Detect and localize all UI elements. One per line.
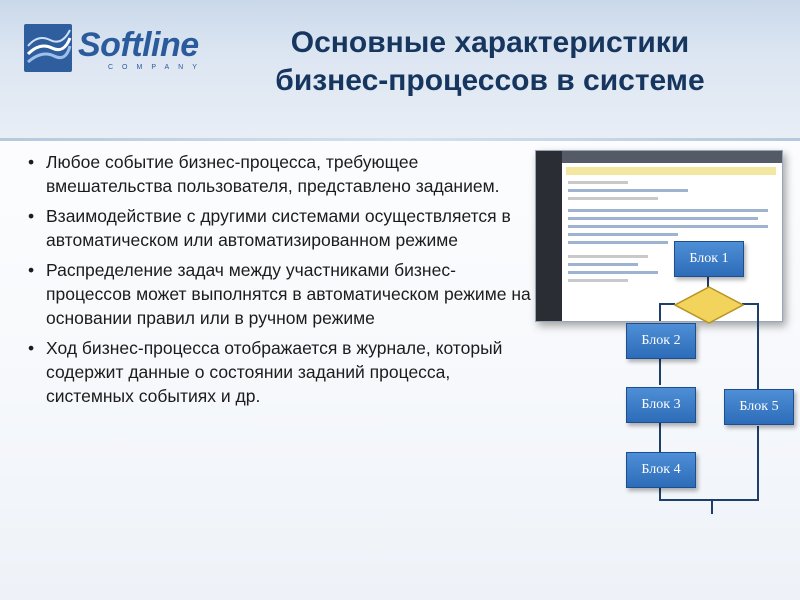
thumbnail-row xyxy=(568,181,628,184)
flow-block-4: Блок 4 xyxy=(626,452,696,488)
connector-line xyxy=(659,357,661,385)
thumbnail-toolbar xyxy=(562,151,782,163)
thumbnail-row xyxy=(568,217,758,220)
bullet-item: • Взаимодействие с другими системами осуществляется в автоматическом или автоматизированном режиме xyxy=(26,204,536,252)
decision-diamond-icon xyxy=(674,286,744,324)
flow-block-2: Блок 2 xyxy=(626,323,696,359)
connector-line xyxy=(711,500,713,514)
thumbnail-row xyxy=(568,209,768,212)
page-title xyxy=(230,24,750,100)
thumbnail-row xyxy=(568,225,768,228)
connector-line xyxy=(659,303,661,321)
thumbnail-header-bar xyxy=(566,167,776,175)
thumbnail-row xyxy=(568,189,688,192)
logo-emblem-icon xyxy=(24,24,72,72)
bullet-list xyxy=(26,150,536,414)
connector-line xyxy=(659,499,759,501)
flowchart xyxy=(600,238,800,528)
logo-text: Softline xyxy=(78,26,199,64)
connector-line xyxy=(757,303,759,399)
softline-logo xyxy=(24,24,214,76)
connector-line xyxy=(742,303,758,305)
connector-line xyxy=(659,421,661,452)
flow-block-1: Блок 1 xyxy=(674,241,744,277)
flow-block-3: Блок 3 xyxy=(626,387,696,423)
bullet-item: • Распределение задач между участниками бизнес-процессов может выполнятся в автоматическом режиме на основании правил или в ручном режиме xyxy=(26,258,536,330)
logo-subtext: COMPANY xyxy=(108,64,206,71)
flow-block-5: Блок 5 xyxy=(724,389,794,425)
thumbnail-row xyxy=(568,233,678,236)
bullet-item: • Любое событие бизнес-процесса, требующее вмешательства пользователя, представлено заданием. xyxy=(26,150,536,198)
thumbnail-row xyxy=(568,197,658,200)
connector-line xyxy=(757,426,759,501)
thumbnail-sidebar xyxy=(536,151,562,321)
header-divider xyxy=(0,138,800,141)
title-line-2: бизнес-процессов в системе xyxy=(275,64,705,97)
connector-line xyxy=(659,303,675,305)
bullet-item: • Ход бизнес-процесса отображается в журнале, который содержит данные о состоянии заданий процесса, системных событиях и др. xyxy=(26,336,536,408)
title-line-1: Основные характеристики xyxy=(290,26,690,59)
